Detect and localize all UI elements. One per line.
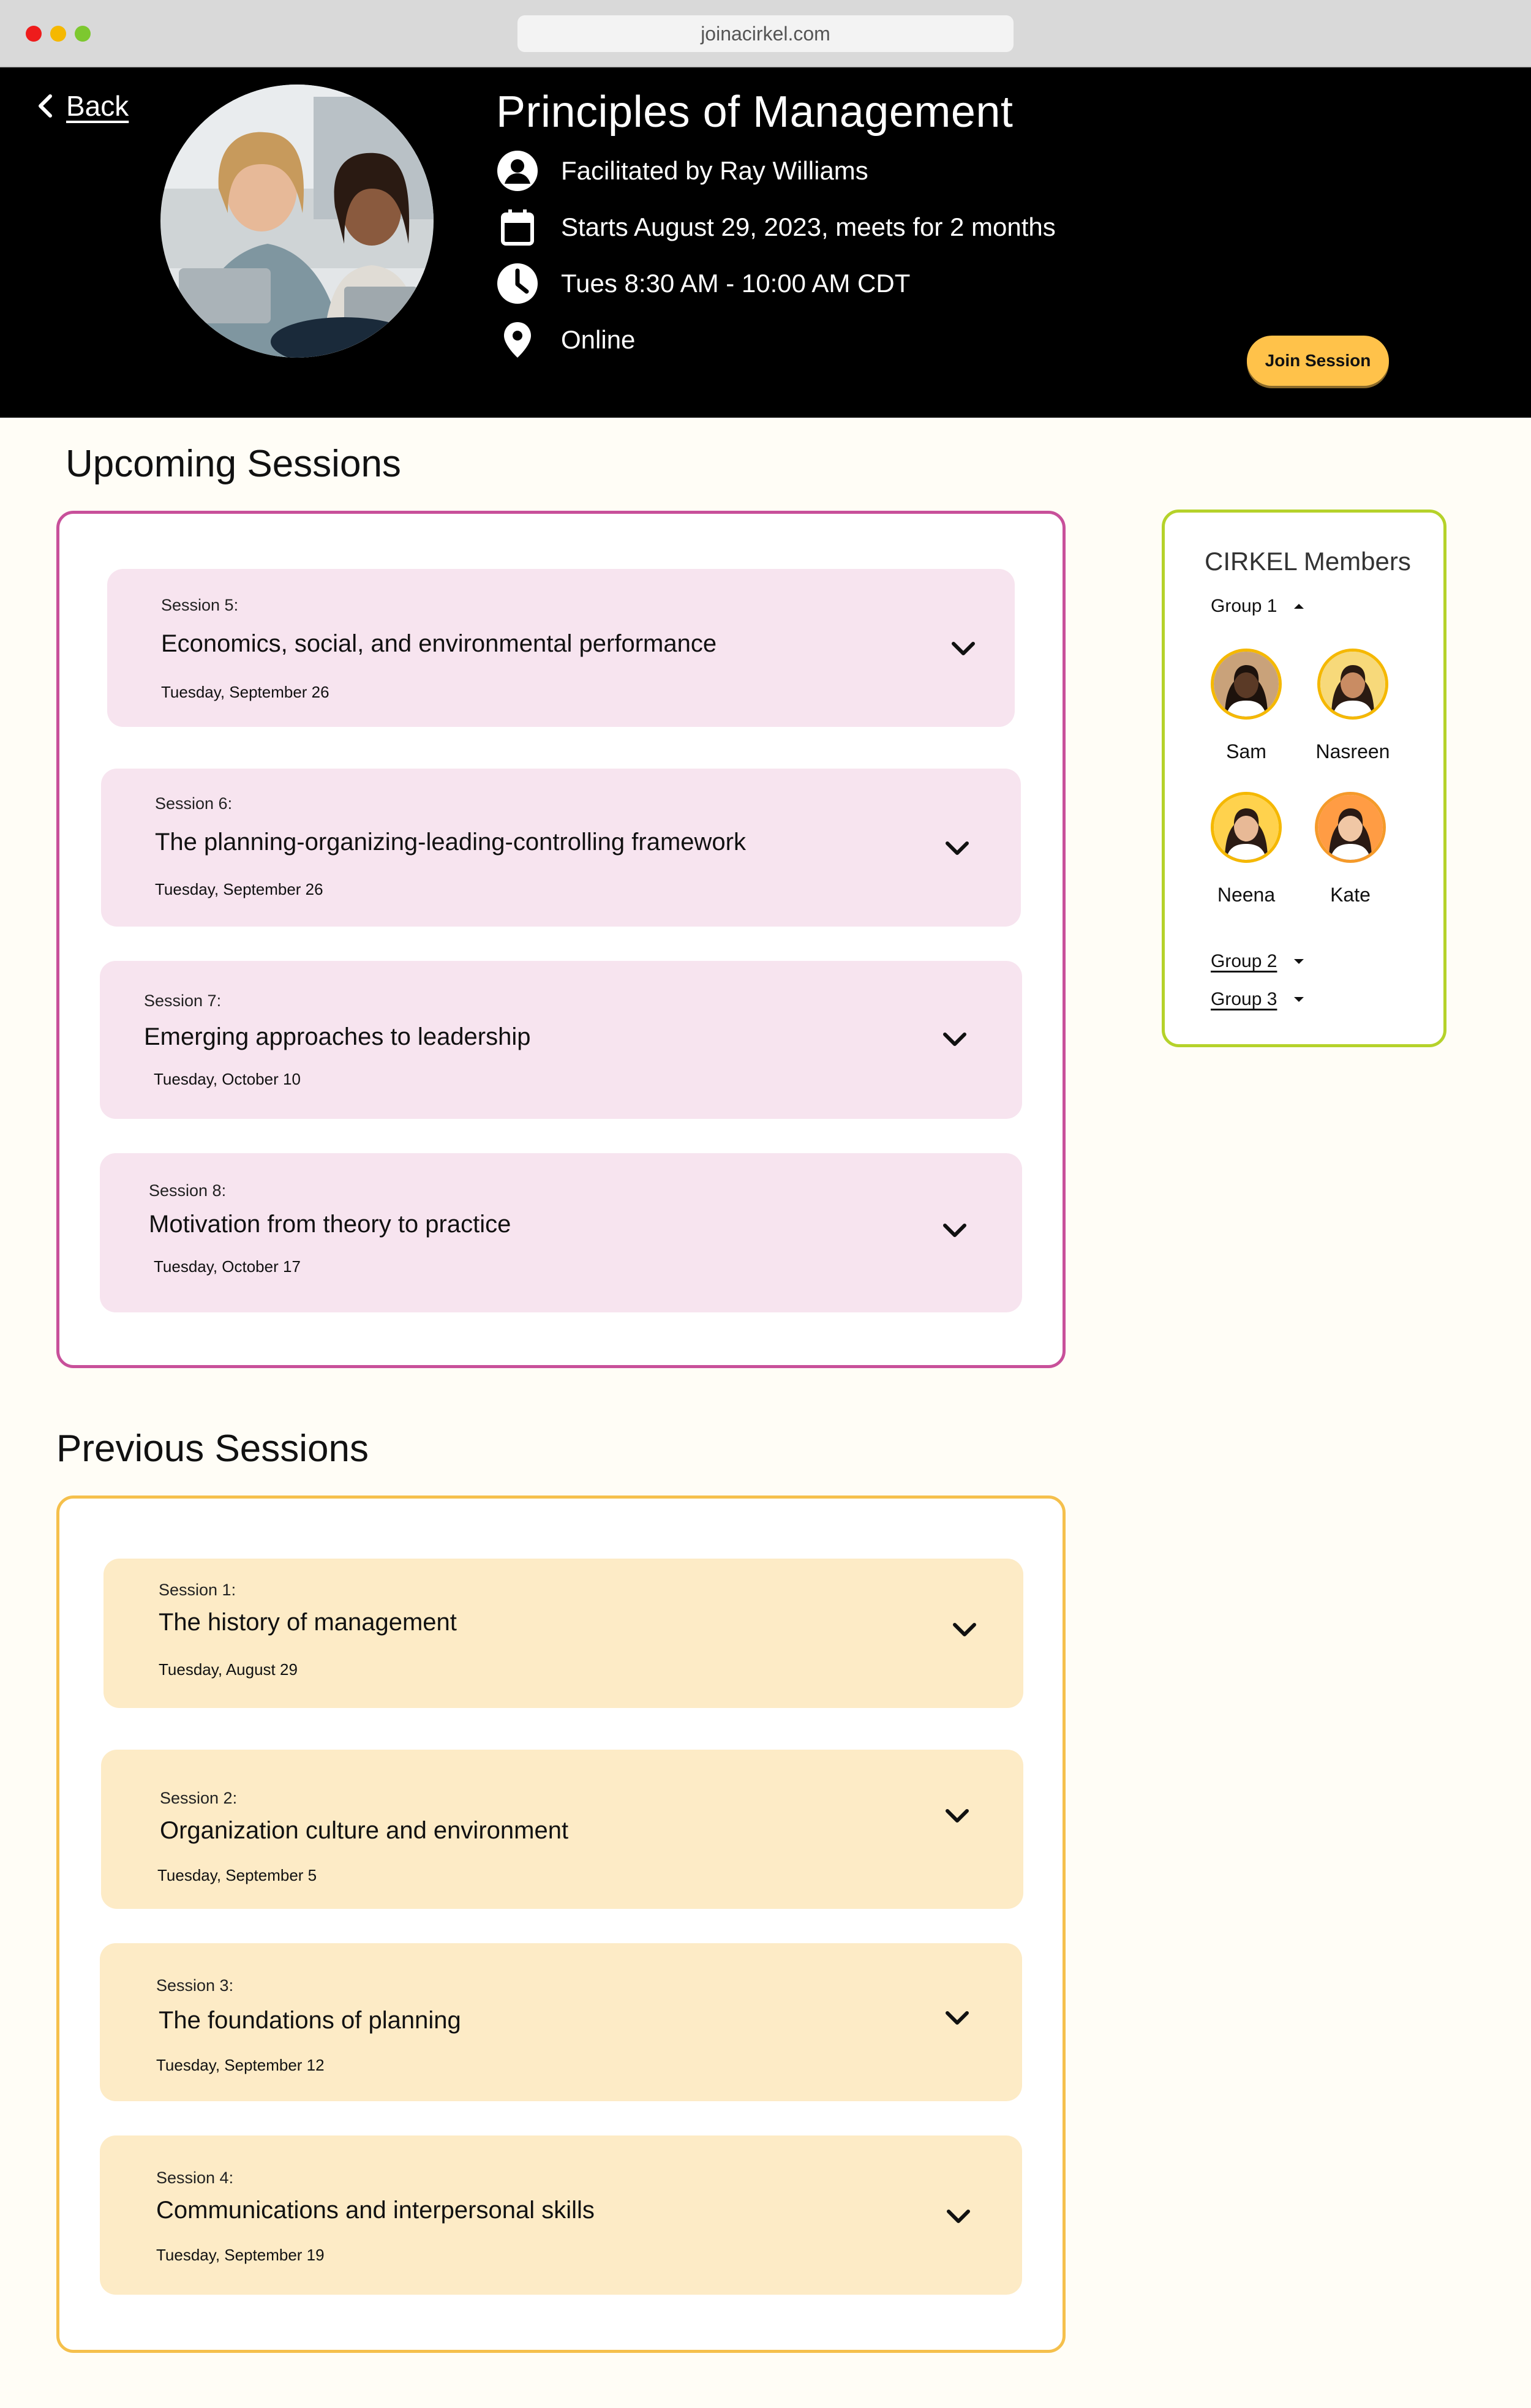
user-circle-icon [496, 149, 539, 192]
members-title: CIRKEL Members [1205, 547, 1411, 576]
avatar [1315, 792, 1386, 863]
previous-sessions-panel [56, 1496, 1066, 2353]
group-label: Group 1 [1211, 596, 1277, 616]
session-title: Emerging approaches to leadership [144, 1023, 531, 1050]
caret-up-icon [1293, 603, 1305, 610]
location-pin-icon [496, 318, 539, 361]
session-card[interactable] [107, 569, 1015, 727]
session-number: Session 4: [156, 2169, 234, 2187]
group-2-toggle[interactable] [1211, 951, 1305, 972]
session-number: Session 2: [160, 1789, 238, 1807]
chevron-down-icon[interactable] [941, 1217, 968, 1244]
chevron-down-icon[interactable] [941, 1026, 968, 1053]
group-label: Group 2 [1211, 951, 1277, 971]
chevron-down-icon[interactable] [944, 1802, 971, 1829]
chevron-down-icon[interactable] [944, 2004, 971, 2031]
schedule-text: Starts August 29, 2023, meets for 2 months [561, 213, 1056, 241]
session-card[interactable] [103, 1559, 1023, 1708]
clock-icon [496, 262, 539, 305]
session-card[interactable] [100, 961, 1022, 1119]
session-number: Session 5: [161, 596, 239, 614]
session-date: Tuesday, September 26 [161, 683, 329, 701]
cirkel-members-panel [1162, 510, 1446, 1047]
join-session-button[interactable]: Join Session [1247, 336, 1389, 386]
session-number: Session 6: [155, 794, 233, 813]
member-name: Kate [1330, 884, 1371, 906]
member-name: Nasreen [1315, 740, 1390, 762]
session-date: Tuesday, August 29 [159, 1660, 298, 1679]
chevron-down-icon[interactable] [951, 1616, 978, 1643]
session-date: Tuesday, September 12 [156, 2056, 325, 2074]
course-title: Principles of Management [496, 88, 1014, 137]
upcoming-sessions-heading: Upcoming Sessions [66, 443, 401, 485]
session-title: Motivation from theory to practice [149, 1211, 511, 1238]
member-name: Neena [1217, 884, 1276, 906]
caret-down-icon [1293, 958, 1305, 965]
facilitator-row [496, 149, 868, 192]
facilitator-text: Facilitated by Ray Williams [561, 156, 868, 185]
browser-chrome [0, 0, 1531, 67]
course-photo [160, 85, 434, 358]
session-number: Session 1: [159, 1581, 236, 1599]
schedule-row [496, 206, 1056, 249]
session-card[interactable] [100, 1153, 1022, 1312]
session-date: Tuesday, October 17 [154, 1257, 301, 1276]
session-card[interactable] [100, 1943, 1022, 2101]
session-date: Tuesday, September 19 [156, 2246, 325, 2264]
session-date: Tuesday, September 26 [155, 880, 323, 898]
previous-sessions-heading: Previous Sessions [56, 1428, 369, 1470]
maximize-window-button[interactable] [75, 26, 91, 42]
minimize-window-button[interactable] [50, 26, 66, 42]
avatar [1317, 649, 1388, 720]
session-title: The foundations of planning [159, 2007, 461, 2034]
session-date: Tuesday, September 5 [157, 1866, 317, 1884]
location-row [496, 318, 635, 361]
member-card[interactable] [1200, 649, 1292, 763]
location-text: Online [561, 325, 636, 354]
close-window-button[interactable] [26, 26, 42, 42]
course-header [0, 67, 1531, 418]
session-card[interactable] [101, 1750, 1023, 1909]
session-title: The history of management [159, 1609, 457, 1636]
member-card[interactable] [1304, 792, 1396, 906]
session-number: Session 8: [149, 1181, 227, 1200]
avatar [1211, 649, 1282, 720]
session-title: The planning-organizing-leading-controlling framework [155, 829, 746, 856]
session-title: Economics, social, and environmental performance [161, 630, 717, 657]
back-link[interactable] [37, 89, 129, 122]
chevron-left-icon [37, 94, 53, 118]
session-title: Communications and interpersonal skills [156, 2197, 595, 2224]
chevron-down-icon[interactable] [945, 2203, 972, 2230]
session-title: Organization culture and environment [160, 1817, 569, 1844]
member-name: Sam [1226, 740, 1266, 762]
caret-down-icon [1293, 996, 1305, 1003]
member-card[interactable] [1200, 792, 1292, 906]
chevron-down-icon[interactable] [944, 835, 971, 862]
session-card[interactable] [101, 769, 1021, 927]
session-date: Tuesday, October 10 [154, 1070, 301, 1088]
time-row [496, 262, 910, 305]
address-bar[interactable]: joinacirkel.com [517, 15, 1014, 52]
session-number: Session 7: [144, 991, 222, 1010]
chevron-down-icon[interactable] [950, 635, 977, 662]
member-card[interactable] [1307, 649, 1399, 763]
group-3-toggle[interactable] [1211, 989, 1305, 1010]
avatar [1211, 792, 1282, 863]
group-label: Group 3 [1211, 989, 1277, 1009]
back-label: Back [66, 90, 129, 122]
upcoming-sessions-panel [56, 511, 1066, 1368]
session-card[interactable] [100, 2135, 1022, 2295]
calendar-icon [496, 206, 539, 249]
session-number: Session 3: [156, 1976, 234, 1995]
time-text: Tues 8:30 AM - 10:00 AM CDT [561, 269, 911, 298]
group-1-toggle[interactable] [1211, 596, 1305, 617]
